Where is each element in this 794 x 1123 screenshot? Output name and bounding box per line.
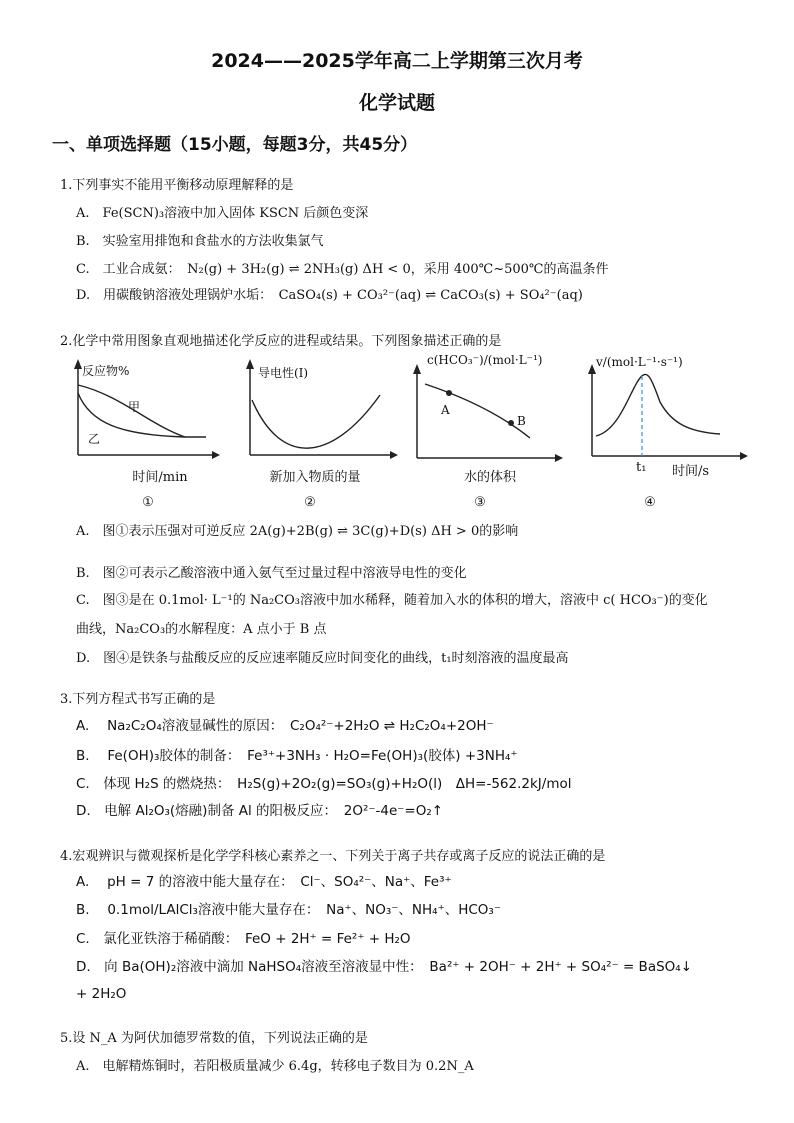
point-b-label: B <box>517 414 526 428</box>
figure-4-number: ④ <box>644 495 656 510</box>
question-3-stem: 3.下列方程式书写正确的是 <box>60 692 216 707</box>
figure-3-xlabel: 水的体积 <box>463 470 516 485</box>
figure-3-number: ③ <box>474 495 486 510</box>
question-1-option-a: A. Fe(SCN)₃溶液中加入固体 KSCN 后颜色变深 <box>76 206 369 221</box>
question-2-option-b: B. 图②可表示乙酸溶液中通入氨气至过量过程中溶液导电性的变化 <box>76 566 467 581</box>
rate-curve <box>596 374 720 436</box>
figure-4-ylabel: v/(mol·L⁻¹·s⁻¹) <box>596 355 683 369</box>
page-subtitle: 化学试题 <box>358 92 435 114</box>
point-a <box>446 390 452 396</box>
figure-2-xlabel: 新加入物质的量 <box>269 470 361 485</box>
question-1-stem: 1.下列事实不能用平衡移动原理解释的是 <box>60 178 294 193</box>
figure-4 <box>580 350 750 470</box>
curve-jia-label: 甲 <box>128 400 141 414</box>
question-2-option-a: A. 图①表示压强对可逆反应 2A(g)+2B(g) ⇌ 3C(g)+D(s) ΔH > 0的影响 <box>76 524 519 539</box>
question-1-option-c: C. 工业合成氨： N₂(g) + 3H₂(g) ⇌ 2NH₃(g) ΔH < 0，采用 400℃~500℃的高温条件 <box>76 262 609 277</box>
figure-2 <box>240 355 400 465</box>
figure-2-ylabel: 导电性(I) <box>258 366 309 380</box>
question-1-option-d: D. 用碳酸钠溶液处理锅炉水垢： CaSO₄(s) + CO₃²⁻(aq) ⇌ CaCO₃(s) + SO₄²⁻(aq) <box>76 288 583 303</box>
figure-1-xlabel: 时间/min <box>132 470 188 485</box>
figure-1-number: ① <box>142 495 154 510</box>
figure-1-ylabel: 反应物% <box>82 364 130 378</box>
question-4-option-d-cont: + 2H₂O <box>76 986 127 1002</box>
conductivity-curve <box>252 395 380 448</box>
question-3-option-b: B. Fe(OH)₃胶体的制备： Fe³⁺+3NH₃ · H₂O=Fe(OH)₃(胶体) +3NH₄⁺ <box>76 748 518 764</box>
question-3-option-d: D. 电解 Al₂O₃(熔融)制备 Al 的阳极反应： 2O²⁻-4e⁻=O₂↑ <box>76 803 444 819</box>
question-4-option-c: C. 氯化亚铁溶于稀硝酸： FeO + 2H⁺ = Fe²⁺ + H₂O <box>76 931 411 947</box>
question-1-option-b: B. 实验室用排饱和食盐水的方法收集氯气 <box>76 234 324 249</box>
question-4-option-b: B. 0.1mol/LAlCl₃溶液中能大量存在： Na⁺、NO₃⁻、NH₄⁺、HCO₃⁻ <box>76 902 501 918</box>
question-4-option-a: A. pH = 7 的溶液中能大量存在： Cl⁻、SO₄²⁻、Na⁺、Fe³⁺ <box>76 874 452 890</box>
question-4-stem: 4.宏观辨识与微观探析是化学学科核心素养之一、下列关于离子共存或离子反应的说法正确的是 <box>60 849 606 864</box>
point-b <box>508 420 514 426</box>
figure-4-xlabel: 时间/s <box>672 464 710 479</box>
figure-3 <box>405 350 565 465</box>
figure-2-number: ② <box>304 495 316 510</box>
figure-3-ylabel: c(HCO₃⁻)/(mol·L⁻¹) <box>427 353 543 367</box>
curve-yi-label: 乙 <box>88 432 101 446</box>
question-3-option-a: A. Na₂C₂O₄溶液显碱性的原因： C₂O₄²⁻+2H₂O ⇌ H₂C₂O₄+2OH⁻ <box>76 718 494 734</box>
question-5-option-a: A. 电解精炼铜时，若阳极质量减少 6.4g，转移电子数目为 0.2N_A <box>76 1059 474 1074</box>
question-4-option-d: D. 向 Ba(OH)₂溶液中滴加 NaHSO₄溶液至溶液显中性： Ba²⁺ + 2OH⁻ + 2H⁺ + SO₄²⁻ = BaSO₄↓ <box>76 959 693 975</box>
question-2-stem: 2.化学中常用图象直观地描述化学反应的进程或结果。下列图象描述正确的是 <box>60 334 502 349</box>
question-3-option-c: C. 体现 H₂S 的燃烧热： H₂S(g)+2O₂(g)=SO₃(g)+H₂O(l) ΔH=-562.2kJ/mol <box>76 776 572 792</box>
point-a-label: A <box>441 403 450 417</box>
page-title: 2024——2025学年高二上学期第三次月考 <box>211 50 583 72</box>
question-2-option-d: D. 图④是铁条与盐酸反应的反应速率随反应时间变化的曲线，t₁时刻溶液的温度最高 <box>76 651 569 666</box>
curve-jia <box>78 385 206 437</box>
figure-4-tick: t₁ <box>636 460 647 475</box>
section-heading: 一、单项选择题（15小题，每题3分，共45分） <box>52 135 418 155</box>
question-2-option-c: C. 图③是在 0.1mol· L⁻¹的 Na₂CO₃溶液中加水稀释，随着加入水的体积的增大，溶液中 c( HCO₃⁻)的变化 <box>76 593 708 608</box>
question-5-stem: 5.设 N_A 为阿伏加德罗常数的值，下列说法正确的是 <box>60 1031 368 1046</box>
question-2-option-c-cont: 曲线，Na₂CO₃的水解程度：A 点小于 B 点 <box>76 622 327 637</box>
